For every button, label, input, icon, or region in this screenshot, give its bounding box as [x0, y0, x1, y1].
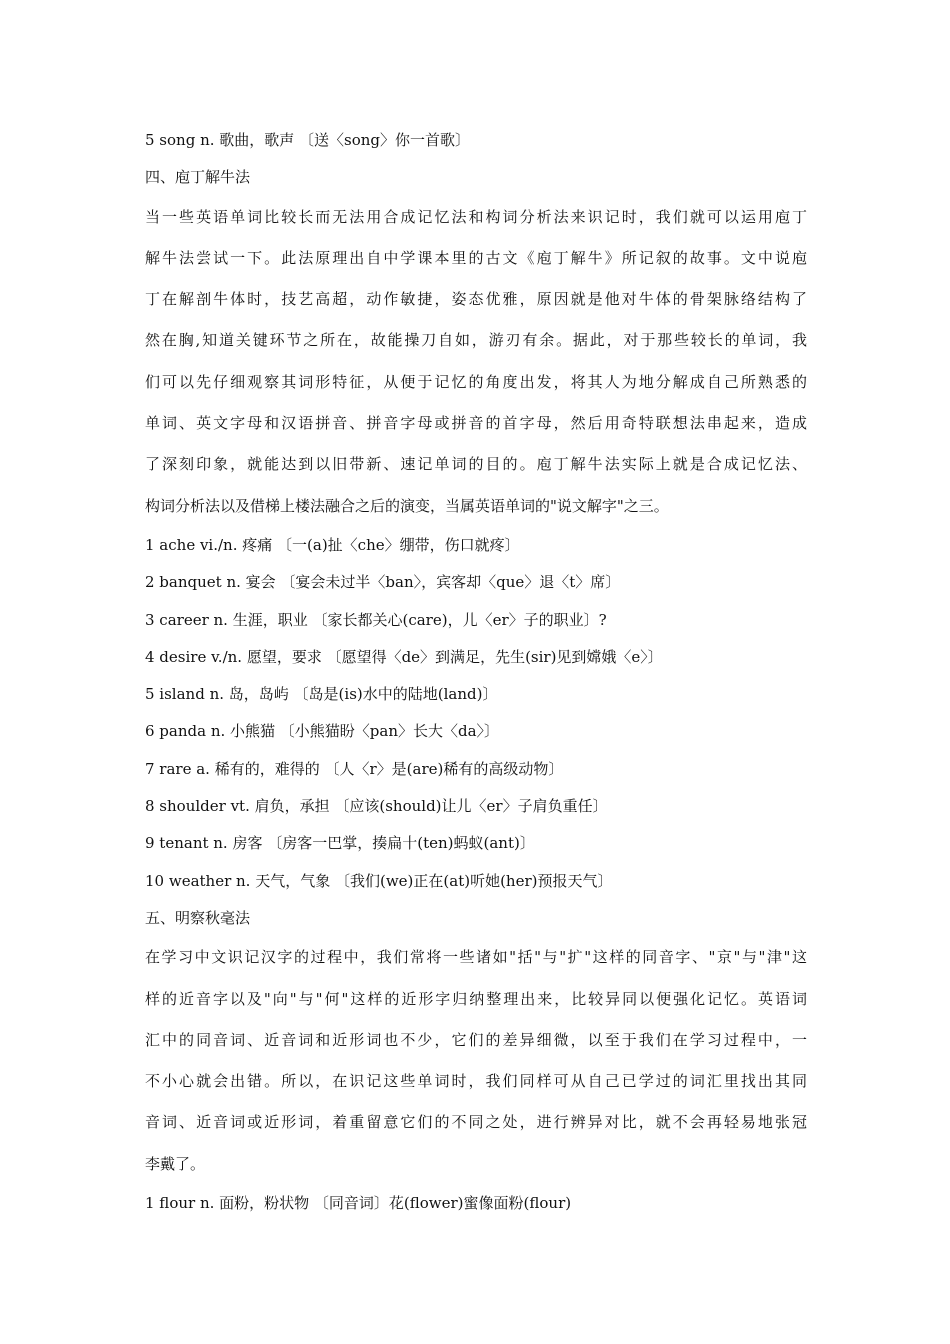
list-item: 3 career n. 生涯，职业 〔家长都关心(care)，儿〈er〉子的职业〕?: [145, 610, 607, 629]
list-item: 1 ache vi./n. 疼痛 〔一(a)扯〈che〉绷带，伤口就疼〕: [145, 535, 520, 554]
paragraph-line: 单词、英文字母和汉语拼音、拼音字母或拼音的首字母，然后用奇特联想法串起来，造成: [145, 414, 807, 433]
list-item: 5 song n. 歌曲，歌声 〔送〈song〉你一首歌〕: [145, 131, 471, 149]
list-item: 1 flour n. 面粉，粉状物 〔同音词〕花(flower)蜜像面粉(flour): [145, 1194, 572, 1213]
paragraph-line: 解牛法尝试一下。此法原理出自中学课本里的古文《庖丁解牛》所记叙的故事。文中说庖: [145, 248, 807, 267]
paragraph-line: 构词分析法以及借梯上楼法融合之后的演变，当属英语单词的"说文解字"之三。: [145, 496, 669, 515]
section-heading: 四、庖丁解牛法: [145, 168, 251, 187]
paragraph: [145, 937, 807, 1185]
paragraph-line: 了深刻印象，就能达到以旧带新、速记单词的目的。庖丁解牛法实际上就是合成记忆法、: [145, 455, 807, 474]
paragraph-line: 样的近音字以及"向"与"何"这样的近形字归纳整理出来，比较异同以便强化记忆。英语词: [145, 989, 807, 1008]
list-item: 4 desire v./n. 愿望，要求 〔愿望得〈de〉到满足，先生(sir)见到嫦娥〈e〉〕: [145, 647, 663, 666]
paragraph-line: 当一些英语单词比较长而无法用合成记忆法和构词分析法来识记时，我们就可以运用庖丁: [145, 207, 807, 226]
paragraph-line: 然在胸,知道关键环节之所在，故能操刀自如，游刃有余。据此，对于那些较长的单词，我: [145, 331, 807, 350]
paragraph-line: 音词、近音词或近形词，着重留意它们的不同之处，进行辨异对比，就不会再轻易地张冠: [145, 1113, 807, 1132]
section-heading: 五、明察秋毫法: [145, 908, 251, 927]
paragraph-line: 们可以先仔细观察其词形特征，从便于记忆的角度出发，将其人为地分解成自己所熟悉的: [145, 372, 807, 391]
list-item: 9 tenant n. 房客 〔房客一巴掌，揍扁十(ten)蚂蚁(ant)〕: [145, 834, 535, 853]
paragraph-line: 不小心就会出错。所以，在识记这些单词时，我们同样可从自己已学过的词汇里找出其同: [145, 1072, 807, 1091]
list-item: 6 panda n. 小熊猫 〔小熊猫盼〈pan〉长大〈da〉〕: [145, 722, 500, 741]
list-item: 10 weather n. 天气，气象 〔我们(we)正在(at)听她(her)预报天气〕: [145, 871, 613, 890]
list-item: 7 rare a. 稀有的，难得的 〔人〈r〉是(are)稀有的高级动物〕: [145, 759, 564, 778]
list-item: 2 banquet n. 宴会 〔宴会未过半〈ban〉，宾客却〈que〉退〈t〉席〕: [145, 573, 621, 592]
paragraph-line: 汇中的同音词、近音词和近形词也不少，它们的差异细微，以至于我们在学习过程中，一: [145, 1030, 807, 1049]
paragraph: [145, 197, 807, 527]
list-item: 5 island n. 岛，岛屿 〔岛是(is)水中的陆地(land)〕: [145, 685, 498, 704]
document-body: [145, 122, 807, 1222]
paragraph-line: 李戴了。: [145, 1154, 206, 1173]
paragraph-line: 在学习中文识记汉字的过程中，我们常将一些诸如"括"与"扩"这样的同音字、"京"与"津"这: [145, 948, 807, 967]
paragraph-line: 丁在解剖牛体时，技艺高超，动作敏捷，姿态优雅，原因就是他对牛体的骨架脉络结构了: [145, 290, 807, 309]
list-item: 8 shoulder vt. 肩负，承担 〔应该(should)让儿〈er〉子肩负重任〕: [145, 797, 608, 816]
